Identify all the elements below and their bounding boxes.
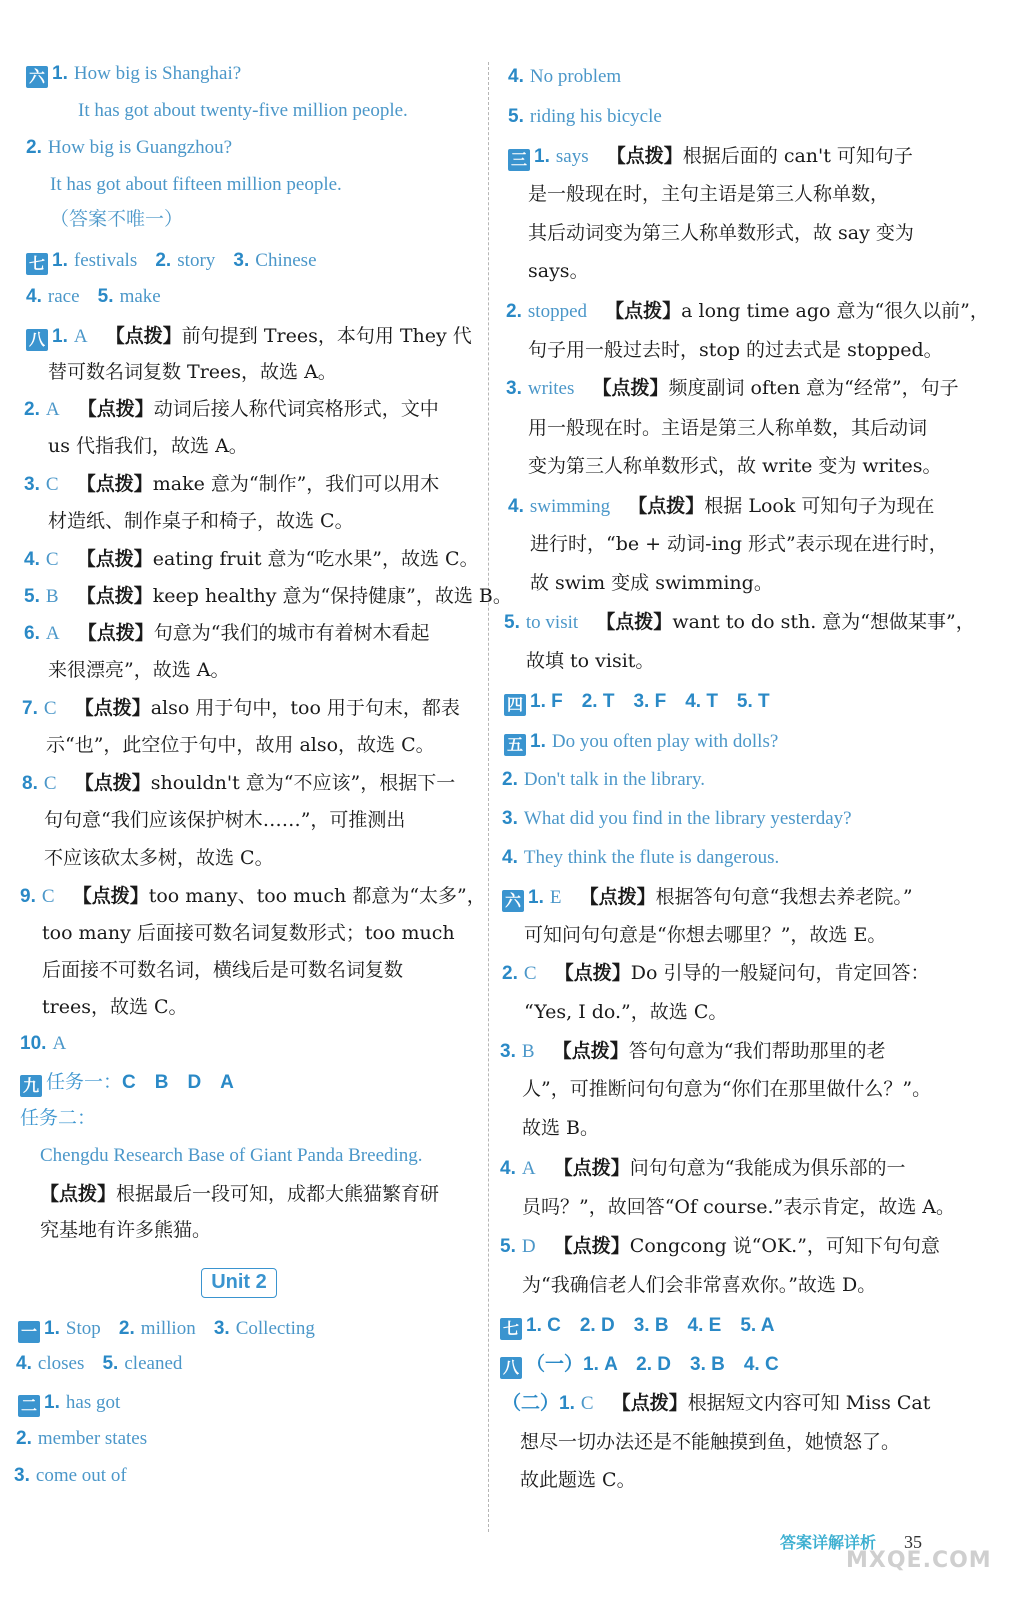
u3-item4-l2: 进行时，“be + 动词-ing 形式”表示现在进行时， (530, 533, 948, 555)
section-badge: 八 (500, 1357, 522, 1379)
u2-s2-q1: 二 1. has got (18, 1389, 120, 1417)
section-badge: 七 (26, 253, 48, 275)
s9-explanation-l2: 究基地有许多熊猫。 (40, 1219, 212, 1241)
s8-item10: 10. A (20, 1033, 67, 1054)
s8-item2: 2. A 【点拨】动词后接人称代词宾格形式，文中 (24, 398, 439, 420)
section-badge: 九 (20, 1075, 42, 1097)
section-badge: 六 (502, 890, 524, 912)
s8-item3: 3. C 【点拨】make 意为“制作”，我们可以用木 (24, 473, 440, 495)
u3-item1-l4: says。 (528, 260, 589, 282)
u3-item4-l3: 故 swim 变成 swimming。 (530, 572, 773, 594)
s8-item9-l2: too many 后面接可数名词复数形式；too much (42, 922, 455, 944)
s8-item9-l4: trees，故选 C。 (42, 996, 188, 1018)
footer-label: 答案详解详析 (780, 1533, 877, 1552)
u3-item2: 2. stopped 【点拨】a long time ago 意为“很久以前”， (506, 300, 989, 322)
s8-item4: 4. C 【点拨】eating fruit 意为“吃水果”，故选 C。 (24, 548, 479, 570)
section-badge: 六 (26, 66, 48, 88)
u6-item2: 2. C 【点拨】Do 引导的一般疑问句，肯定回答： (502, 962, 930, 984)
u6-item5-l2: 为“我确信老人们会非常喜欢你。”故选 D。 (522, 1274, 877, 1296)
section-badge: 五 (504, 734, 526, 756)
page-number: 35 (904, 1532, 922, 1552)
u2-s2-q3: 3. come out of (14, 1465, 127, 1486)
s7-row2: 4. race 5. make (26, 286, 161, 307)
s8-item6: 6. A 【点拨】句意为“我们的城市有着树木看起 (24, 622, 430, 644)
u6-item3-l3: 故选 B。 (522, 1117, 600, 1139)
s8-item3-l2: 材造纸、制作桌子和椅子，故选 C。 (48, 510, 354, 532)
u2-s1-row1: 一 1. Stop 2. million 3. Collecting (18, 1315, 315, 1343)
u5-q2: 2. Don't talk in the library. (502, 769, 705, 790)
u8-part1: 八 （一）1. A 2. D 3. B 4. C (500, 1351, 779, 1379)
u3-item3-l2: 用一般现在时。主语是第三人称单数，其后动词 (528, 417, 928, 439)
s8-item5: 5. B 【点拨】keep healthy 意为“保持健康”，故选 B。 (24, 585, 512, 607)
section-badge: 四 (504, 694, 526, 716)
u6-item5: 5. D 【点拨】Congcong 说“OK.”，可知下句句意 (500, 1235, 940, 1257)
u6-item1: 六 1. E 【点拨】根据答句句意“我想去养老院。” (502, 884, 913, 912)
s9-task1: 九 任务一：C B D A (20, 1069, 234, 1097)
u3-item2-l2: 句子用一般过去时，stop 的过去式是 stopped。 (528, 339, 943, 361)
u3-item1: 三 1. says 【点拨】根据后面的 can't 可知句子 (508, 143, 913, 171)
section-badge: 七 (500, 1318, 522, 1340)
section-badge: 二 (18, 1395, 40, 1417)
s9-task2-answer: Chengdu Research Base of Giant Panda Breeding. (40, 1145, 423, 1166)
u8-part2: （二）1. C 【点拨】根据短文内容可知 Miss Cat (502, 1392, 931, 1414)
u5-q4: 4. They think the flute is dangerous. (502, 847, 780, 868)
u3-item3-l3: 变为第三人称单数形式，故 write 变为 writes。 (528, 455, 942, 477)
u6-item3: 3. B 【点拨】答句句意为“我们帮助那里的老 (500, 1040, 886, 1062)
u8-part2-l3: 故此题选 C。 (520, 1469, 636, 1491)
s8-item6-l2: 来很漂亮”，故选 A。 (48, 659, 230, 681)
s8-item8: 8. C 【点拨】shouldn't 意为“不应该”，根据下一 (22, 772, 456, 794)
u7-answers: 七 1. C 2. D 3. B 4. E 5. A (500, 1312, 774, 1340)
s6-q2: 2. How big is Guangzhou? (26, 137, 233, 158)
s8-item8-l3: 不应该砍太多树，故选 C。 (44, 847, 274, 869)
s8-item7: 7. C 【点拨】also 用于句中，too 用于句末，都表 (22, 697, 460, 719)
u3-item3: 3. writes 【点拨】频度副词 often 意为“经常”，句子 (506, 377, 959, 399)
u3-item5: 5. to visit 【点拨】want to do sth. 意为“想做某事”， (504, 611, 975, 633)
watermark: MXQE.COM (846, 1548, 992, 1573)
u6-item3-l2: 人”，可推断问句句意为“你们在那里做什么？”。 (522, 1078, 932, 1100)
u3-item1-l2: 是一般现在时，主句主语是第三人称单数， (528, 183, 890, 205)
u3-item5-l2: 故填 to visit。 (526, 650, 655, 672)
u6-item4: 4. A 【点拨】问句句意为“我能成为俱乐部的一 (500, 1157, 906, 1179)
s8-item8-l2: 句句意“我们应该保护树木……”，可推测出 (44, 809, 406, 831)
u4-answers: 四 1. F 2. T 3. F 4. T 5. T (504, 688, 770, 716)
u6-item4-l2: 员吗？”，故回答“Of course.”表示肯定，故选 A。 (522, 1196, 955, 1218)
s6-note: （答案不唯一） (50, 209, 184, 230)
s8-item9-l3: 后面接不可数名词，横线后是可数名词复数 (42, 959, 404, 981)
s6-q1: 六 1. How big is Shanghai? (26, 60, 241, 88)
u2-s2-q5: 5. riding his bicycle (508, 106, 662, 127)
u2-s2-q4: 4. No problem (508, 66, 622, 87)
section-badge: 三 (508, 149, 530, 171)
u3-item4: 4. swimming 【点拨】根据 Look 可知句子为现在 (508, 495, 935, 517)
u8-part2-l2: 想尽一切办法还是不能触摸到鱼，她愤怒了。 (520, 1431, 901, 1453)
s6-q2-answer: It has got about fifteen million people. (50, 174, 342, 195)
column-divider (488, 62, 489, 1532)
u6-item2-l2: “Yes, I do.”，故选 C。 (524, 1001, 728, 1023)
s8-item1: 八 1. A 【点拨】前句提到 Trees，本句用 They 代 (26, 323, 472, 351)
s9-explanation: 【点拨】根据最后一段可知，成都大熊猫繁育研 (40, 1183, 440, 1205)
s8-item2-l2: us 代指我们，故选 A。 (48, 435, 248, 457)
unit-heading: Unit 2 (201, 1268, 277, 1298)
u2-s1-row2: 4. closes 5. cleaned (16, 1353, 183, 1374)
s8-item7-l2: 示“也”，此空位于句中，故用 also，故选 C。 (46, 734, 435, 756)
section-badge: 一 (18, 1321, 40, 1343)
section-badge: 八 (26, 329, 48, 351)
u3-item1-l3: 其后动词变为第三人称单数形式，故 say 变为 (528, 222, 914, 244)
u5-q1: 五 1. Do you often play with dolls? (504, 728, 778, 756)
s8-item9: 9. C 【点拨】too many、too much 都意为“太多”， (20, 885, 486, 907)
s7-row1: 七 1. festivals 2. story 3. Chinese (26, 247, 317, 275)
u5-q3: 3. What did you find in the library yesterday? (502, 808, 852, 829)
s8-item1-l2: 替可数名词复数 Trees，故选 A。 (48, 361, 337, 383)
s9-task2-label: 任务二： (20, 1107, 97, 1129)
u6-item1-l2: 可知问句句意是“你想去哪里？”，故选 E。 (524, 924, 887, 946)
u2-s2-q2: 2. member states (16, 1428, 148, 1449)
s6-q1-answer: It has got about twenty-five million people. (78, 100, 408, 121)
